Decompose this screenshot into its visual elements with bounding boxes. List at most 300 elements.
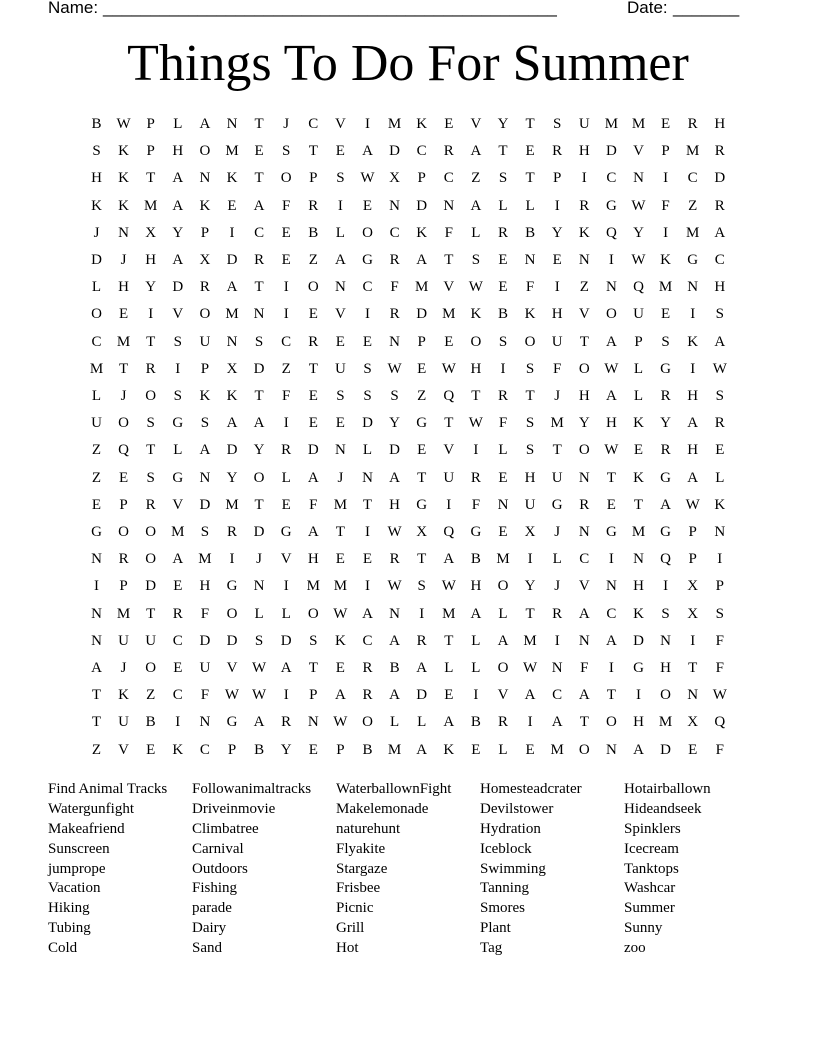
grid-letter: N	[389, 605, 401, 622]
word-list-item: WaterballownFight	[336, 781, 452, 797]
grid-letter: A	[253, 415, 265, 432]
grid-letter: K	[660, 252, 672, 268]
grid-letter: W	[604, 360, 619, 377]
grid-letter: R	[687, 116, 698, 132]
grid-letter: R	[145, 496, 156, 513]
grid-letter: T	[146, 442, 156, 459]
grid-letter: I	[717, 551, 723, 568]
grid-letter: E	[498, 279, 508, 296]
grid-letter: T	[444, 252, 454, 268]
grid-letter: N	[199, 714, 211, 731]
grid-letter: I	[527, 551, 533, 568]
grid-letter: E	[417, 360, 427, 377]
grid-letter: M	[686, 143, 700, 160]
grid-letter: P	[200, 360, 210, 377]
grid-letter: F	[553, 360, 562, 377]
grid-letter: I	[663, 578, 669, 595]
grid-letter: C	[606, 170, 617, 187]
grid-letter: E	[688, 741, 698, 758]
grid-letter: I	[690, 632, 696, 649]
grid-letter: D	[172, 279, 184, 296]
grid-letter: R	[281, 714, 292, 731]
grid-letter: Z	[471, 170, 481, 187]
grid-letter: T	[308, 143, 318, 160]
grid-letter: M	[442, 306, 456, 323]
grid-letter: E	[606, 496, 616, 513]
grid-letter: C	[91, 333, 102, 350]
grid-letter: R	[579, 496, 590, 513]
grid-letter: Y	[524, 578, 536, 595]
grid-letter: I	[527, 714, 533, 731]
grid-letter: M	[333, 578, 348, 595]
grid-row	[0, 682, 816, 709]
grid-letter: E	[335, 551, 345, 568]
grid-letter: W	[252, 660, 267, 676]
grid-letter: H	[714, 116, 726, 132]
grid-letter: S	[715, 388, 724, 404]
grid-letter: I	[283, 279, 289, 296]
grid-letter: Z	[91, 741, 102, 758]
grid-letter: M	[658, 279, 673, 296]
grid-letter: B	[91, 116, 102, 132]
grid-letter: F	[390, 279, 399, 296]
grid-letter: T	[525, 170, 535, 187]
grid-letter: L	[552, 551, 562, 568]
grid-letter: K	[226, 170, 238, 187]
grid-letter: S	[173, 388, 182, 404]
grid-letter: K	[416, 116, 428, 132]
grid-letter: J	[120, 252, 127, 268]
word-list-item: Followanimaltracks	[192, 781, 312, 797]
grid-letter: O	[253, 469, 265, 486]
grid-letter: E	[308, 306, 318, 323]
grid-letter: E	[119, 469, 129, 486]
grid-letter: M	[198, 551, 212, 568]
grid-letter: L	[335, 224, 345, 241]
grid-letter: R	[552, 605, 563, 622]
grid-letter: R	[308, 333, 319, 350]
grid-letter: E	[444, 333, 454, 350]
grid-row	[0, 737, 816, 764]
grid-letter: X	[416, 524, 428, 540]
grid-letter: G	[362, 252, 373, 268]
grid-row	[0, 138, 816, 165]
grid-letter: T	[525, 605, 535, 622]
grid-letter: I	[473, 442, 479, 459]
grid-letter: A	[226, 279, 238, 296]
grid-letter: I	[473, 687, 479, 704]
word-list-item: Spinklers	[624, 820, 681, 837]
grid-letter: N	[91, 632, 102, 649]
grid-letter: E	[173, 578, 183, 595]
grid-letter: O	[226, 605, 238, 622]
grid-letter: G	[605, 197, 617, 214]
grid-letter: L	[498, 197, 508, 214]
page-title: Things To Do For Summer	[127, 35, 689, 92]
grid-letter: I	[636, 687, 641, 704]
header	[48, 0, 748, 20]
grid-letter: R	[308, 197, 319, 214]
grid-letter: M	[604, 116, 619, 132]
word-list-item: Dairy	[192, 920, 227, 937]
grid-letter: K	[687, 333, 699, 350]
grid-letter: N	[687, 279, 699, 296]
grid-letter: A	[280, 660, 292, 676]
grid-letter: U	[118, 632, 130, 649]
grid-letter: A	[91, 660, 102, 676]
grid-letter: V	[226, 660, 238, 676]
grid-letter: M	[333, 496, 348, 513]
grid-letter: T	[308, 660, 318, 676]
grid-letter: H	[578, 388, 590, 404]
word-list-column	[624, 780, 768, 959]
word-list-item: Sand	[192, 940, 222, 957]
grid-letter: L	[444, 660, 454, 676]
grid-letter: W	[604, 442, 619, 459]
grid-letter: N	[199, 170, 211, 187]
grid-letter: E	[281, 252, 291, 268]
grid-letter: S	[661, 605, 670, 622]
grid-letter: Y	[280, 741, 292, 758]
grid-letter: E	[444, 116, 454, 132]
grid-letter: N	[633, 170, 644, 187]
grid-letter: D	[714, 170, 726, 187]
grid-letter: W	[523, 660, 538, 676]
grid-letter: P	[688, 524, 697, 540]
grid-letter: H	[307, 551, 319, 568]
grid-letter: T	[525, 116, 535, 132]
grid-letter: E	[335, 143, 345, 160]
grid-row	[0, 301, 816, 328]
grid-letter: U	[578, 116, 590, 132]
date-label: Date:	[627, 0, 668, 17]
grid-letter: M	[496, 551, 510, 568]
grid-row	[0, 655, 816, 682]
grid-letter: X	[389, 170, 401, 187]
grid-letter: N	[199, 469, 211, 486]
grid-letter: X	[687, 714, 699, 731]
grid-letter: K	[470, 306, 482, 323]
grid-letter: T	[119, 360, 129, 377]
grid-letter: A	[172, 170, 184, 187]
grid-letter: I	[365, 524, 370, 540]
grid-letter: N	[91, 551, 102, 568]
grid-letter: C	[172, 687, 183, 704]
word-list-item: Makeafriend	[48, 820, 125, 837]
grid-letter: R	[362, 687, 373, 704]
grid-letter: O	[118, 415, 130, 432]
grid-letter: I	[690, 306, 696, 323]
grid-letter: T	[444, 632, 454, 649]
grid-letter: S	[525, 442, 535, 459]
grid-letter: F	[444, 224, 453, 241]
grid-letter: M	[658, 714, 673, 731]
grid-letter: G	[551, 496, 563, 513]
grid-letter: I	[446, 496, 452, 513]
grid-letter: F	[715, 741, 724, 758]
grid-letter: X	[199, 252, 211, 268]
grid-letter: L	[715, 469, 725, 486]
grid-letter: B	[362, 741, 373, 758]
grid-row	[0, 383, 816, 410]
grid-letter: Z	[688, 197, 698, 214]
grid-letter: I	[608, 252, 614, 268]
grid-letter: R	[552, 143, 563, 160]
grid-letter: S	[92, 143, 101, 160]
grid-letter: I	[690, 360, 696, 377]
grid-letter: T	[254, 496, 264, 513]
word-list-item: Smores	[480, 900, 525, 917]
grid-letter: P	[661, 143, 670, 160]
grid-letter: U	[91, 415, 102, 432]
grid-letter: P	[553, 170, 562, 187]
grid-letter: T	[254, 170, 264, 187]
grid-letter: J	[554, 388, 561, 404]
grid-letter: N	[578, 632, 590, 649]
grid-letter: I	[419, 605, 425, 622]
grid-letter: E	[661, 116, 671, 132]
grid-letter: E	[417, 442, 427, 459]
grid-letter: W	[224, 687, 240, 704]
grid-letter: K	[91, 197, 102, 214]
grid-letter: Q	[714, 714, 726, 731]
grid-letter: N	[578, 524, 590, 540]
grid-letter: H	[118, 279, 130, 296]
word-list-item: jumprope	[48, 860, 106, 877]
grid-letter: C	[281, 333, 292, 350]
grid-letter: S	[553, 116, 562, 132]
grid-letter: B	[525, 224, 536, 241]
grid-letter: W	[631, 197, 646, 214]
grid-row	[0, 465, 816, 492]
grid-letter: W	[333, 714, 348, 731]
grid-letter: L	[173, 442, 183, 459]
grid-letter: W	[252, 687, 267, 704]
grid-letter: A	[470, 197, 482, 214]
grid-letter: W	[387, 524, 402, 540]
grid-letter: U	[199, 333, 211, 350]
grid-letter: I	[365, 306, 370, 323]
grid-letter: S	[525, 415, 535, 432]
grid-letter: H	[633, 578, 644, 595]
word-list-item: Iceblock	[480, 840, 532, 857]
grid-letter: M	[523, 632, 537, 649]
grid-letter: A	[389, 469, 401, 486]
grid-row	[0, 437, 816, 464]
word-list-column	[192, 780, 336, 959]
grid-letter: O	[470, 333, 482, 350]
grid-letter: O	[578, 360, 590, 377]
grid-letter: E	[173, 660, 183, 676]
grid-letter: J	[283, 116, 290, 132]
grid-letter: Q	[660, 551, 672, 568]
grid-letter: D	[416, 687, 428, 704]
grid-letter: R	[470, 469, 481, 486]
grid-letter: I	[663, 224, 669, 241]
grid-letter: W	[333, 605, 348, 622]
grid-letter: O	[145, 551, 157, 568]
grid-letter: S	[363, 388, 372, 404]
grid-letter: A	[470, 605, 482, 622]
grid-letter: T	[552, 442, 562, 459]
word-list-item: Driveinmovie	[192, 800, 276, 817]
grid-letter: J	[93, 224, 100, 241]
grid-letter: E	[91, 496, 102, 513]
grid-letter: I	[175, 360, 181, 377]
grid-letter: E	[362, 333, 373, 350]
grid-letter: M	[225, 306, 239, 323]
grid-letter: A	[551, 714, 563, 731]
grid-letter: A	[416, 252, 428, 268]
grid-letter: S	[146, 415, 155, 432]
grid-letter: K	[633, 605, 644, 622]
word-list-item: Tag	[480, 940, 503, 957]
grid-letter: P	[227, 741, 237, 758]
grid-letter: N	[226, 116, 238, 132]
grid-letter: C	[362, 632, 373, 649]
grid-row	[0, 628, 816, 655]
grid-letter: E	[525, 143, 535, 160]
grid-letter: S	[254, 333, 264, 350]
grid-letter: A	[199, 442, 211, 459]
grid-letter: X	[687, 578, 699, 595]
grid-letter: J	[256, 551, 263, 568]
grid-letter: A	[416, 660, 428, 676]
word-list-item: Summer	[624, 900, 675, 917]
grid-letter: H	[470, 578, 482, 595]
grid-letter: E	[552, 252, 562, 268]
grid-letter: T	[606, 687, 616, 704]
grid-letter: B	[145, 714, 156, 731]
grid-letter: E	[715, 442, 725, 459]
grid-letter: K	[416, 224, 428, 241]
word-list-item: Hideandseek	[624, 800, 702, 817]
grid-letter: D	[280, 632, 292, 649]
grid-letter: D	[253, 524, 265, 540]
grid-letter: L	[471, 224, 481, 241]
grid-letter: Q	[605, 224, 617, 241]
grid-letter: A	[470, 143, 482, 160]
grid-letter: M	[631, 524, 646, 540]
grid-letter: K	[118, 687, 130, 704]
grid-letter: G	[633, 660, 644, 676]
grid-letter: S	[200, 524, 210, 540]
grid-row	[0, 546, 816, 573]
grid-letter: R	[497, 388, 508, 404]
grid-letter: B	[497, 306, 508, 323]
grid-letter: Z	[91, 469, 102, 486]
grid-letter: B	[470, 714, 481, 731]
grid-letter: I	[554, 632, 560, 649]
grid-letter: L	[91, 388, 102, 404]
grid-letter: M	[442, 605, 456, 622]
grid-letter: I	[283, 306, 289, 323]
grid-letter: C	[687, 170, 698, 187]
grid-letter: F	[498, 415, 508, 432]
grid-letter: D	[307, 442, 319, 459]
grid-letter: T	[606, 469, 616, 486]
grid-letter: Y	[145, 279, 157, 296]
grid-letter: S	[309, 632, 318, 649]
grid-letter: T	[335, 524, 345, 540]
grid-letter: V	[118, 741, 130, 758]
grid-letter: V	[578, 306, 590, 323]
grid-row	[0, 165, 816, 192]
grid-letter: F	[282, 197, 291, 214]
grid-letter: F	[200, 687, 210, 704]
grid-letter: L	[471, 632, 481, 649]
grid-letter: F	[282, 388, 291, 404]
grid-letter: I	[663, 170, 669, 187]
grid-letter: T	[688, 660, 698, 676]
grid-letter: T	[417, 551, 427, 568]
grid-letter: J	[120, 388, 127, 404]
grid-row	[0, 410, 816, 437]
grid-letter: N	[91, 605, 102, 622]
word-list-item: Swimming	[480, 860, 546, 877]
grid-letter: M	[306, 578, 320, 595]
grid-letter: I	[94, 578, 99, 595]
grid-letter: I	[229, 224, 235, 241]
grid-letter: O	[605, 714, 617, 731]
grid-letter: X	[145, 224, 157, 241]
grid-letter: T	[498, 143, 508, 160]
grid-letter: C	[606, 605, 617, 622]
grid-letter: A	[633, 741, 644, 758]
grid-letter: P	[119, 578, 128, 595]
grid-letter: M	[686, 224, 700, 241]
grid-letter: B	[389, 660, 400, 676]
grid-letter: V	[172, 496, 184, 513]
grid-letter: M	[225, 143, 239, 160]
word-list-item: Carnival	[192, 840, 244, 857]
grid-letter: A	[578, 605, 590, 622]
grid-letter: W	[387, 578, 402, 595]
grid-letter: N	[389, 333, 401, 350]
grid-letter: U	[334, 360, 346, 377]
grid-letter: L	[498, 605, 508, 622]
word-list-item: Find Animal Tracks	[48, 781, 168, 797]
grid-letter: P	[200, 224, 210, 241]
grid-letter: O	[145, 524, 157, 540]
grid-letter: E	[227, 197, 237, 214]
grid-letter: E	[308, 415, 318, 432]
grid-letter: N	[605, 279, 617, 296]
grid-letter: L	[362, 442, 373, 459]
grid-letter: K	[118, 170, 130, 187]
grid-letter: O	[118, 524, 130, 540]
grid-letter: S	[254, 632, 264, 649]
grid-letter: G	[660, 360, 672, 377]
grid-letter: S	[146, 469, 155, 486]
grid-letter: A	[253, 714, 265, 731]
grid-letter: U	[199, 660, 211, 676]
grid-letter: D	[199, 496, 211, 513]
grid-letter: H	[551, 306, 563, 323]
grid-letter: S	[498, 333, 508, 350]
grid-letter: Y	[389, 415, 401, 432]
grid-row	[0, 356, 816, 383]
grid-letter: N	[362, 469, 373, 486]
grid-letter: T	[417, 469, 427, 486]
grid-letter: A	[389, 632, 401, 649]
grid-letter: W	[631, 252, 646, 268]
grid-letter: T	[579, 714, 589, 731]
grid-letter: V	[633, 143, 644, 160]
grid-letter: Q	[118, 442, 130, 459]
grid-letter: J	[337, 469, 344, 486]
grid-letter: P	[417, 170, 426, 187]
